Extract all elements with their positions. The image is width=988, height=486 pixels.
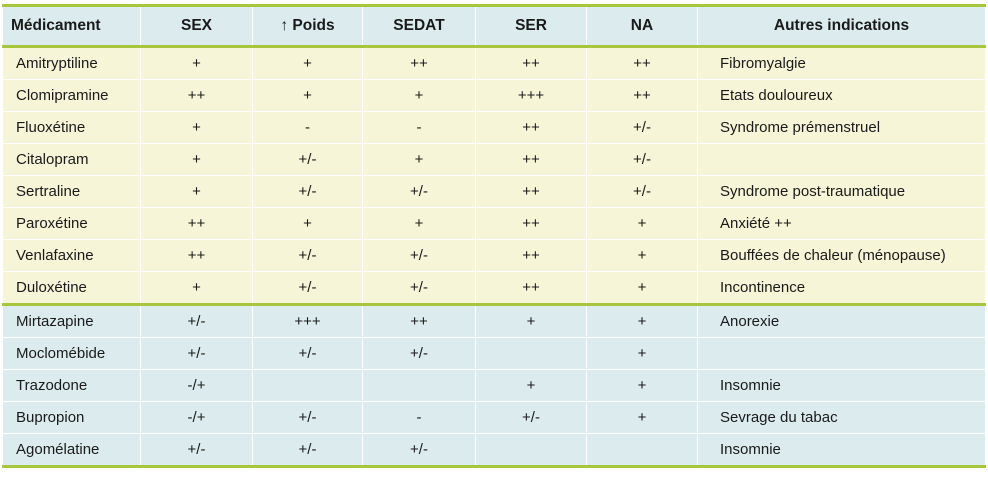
cell-poids: +/- xyxy=(253,338,363,370)
cell-autres-indications: Anorexie xyxy=(698,305,986,338)
header-autres-indications: Autres indications xyxy=(698,6,986,47)
cell-poids: +/- xyxy=(253,240,363,272)
table-body xyxy=(3,47,986,467)
cell-sedat: - xyxy=(363,402,476,434)
cell-sex: ++ xyxy=(141,80,253,112)
header-sex: SEX xyxy=(141,6,253,47)
cell-sedat: + xyxy=(363,80,476,112)
header-row xyxy=(3,6,986,47)
table-row xyxy=(3,47,986,80)
cell-sedat: +/- xyxy=(363,434,476,467)
cell-sedat: +/- xyxy=(363,176,476,208)
cell-medicament: Paroxétine xyxy=(3,208,141,240)
cell-ser: ++ xyxy=(476,240,587,272)
cell-autres-indications: Etats douloureux xyxy=(698,80,986,112)
cell-sedat: ++ xyxy=(363,305,476,338)
table-row xyxy=(3,144,986,176)
cell-sex: + xyxy=(141,176,253,208)
cell-poids: +/- xyxy=(253,176,363,208)
cell-sex: ++ xyxy=(141,240,253,272)
header-medicament: Médicament xyxy=(3,6,141,47)
table-row xyxy=(3,305,986,338)
cell-sex: + xyxy=(141,272,253,305)
table-row xyxy=(3,402,986,434)
cell-autres-indications: Insomnie xyxy=(698,434,986,467)
cell-na: +/- xyxy=(587,144,698,176)
header-na: NA xyxy=(587,6,698,47)
cell-ser xyxy=(476,338,587,370)
table-row xyxy=(3,272,986,305)
cell-poids: +++ xyxy=(253,305,363,338)
cell-autres-indications: Sevrage du tabac xyxy=(698,402,986,434)
cell-ser: +/- xyxy=(476,402,587,434)
cell-autres-indications: Anxiété ++ xyxy=(698,208,986,240)
header-ser: SER xyxy=(476,6,587,47)
cell-sex: +/- xyxy=(141,338,253,370)
cell-poids: +/- xyxy=(253,434,363,467)
cell-autres-indications: Syndrome post-traumatique xyxy=(698,176,986,208)
cell-medicament: Mirtazapine xyxy=(3,305,141,338)
cell-medicament: Moclomébide xyxy=(3,338,141,370)
cell-autres-indications: Bouffées de chaleur (ménopause) xyxy=(698,240,986,272)
cell-ser: ++ xyxy=(476,208,587,240)
cell-autres-indications xyxy=(698,144,986,176)
cell-sedat: +/- xyxy=(363,240,476,272)
cell-sex: +/- xyxy=(141,305,253,338)
cell-sedat: - xyxy=(363,112,476,144)
cell-na: +/- xyxy=(587,176,698,208)
cell-sex: + xyxy=(141,47,253,80)
cell-sex: ++ xyxy=(141,208,253,240)
cell-poids xyxy=(253,370,363,402)
cell-sedat: ++ xyxy=(363,47,476,80)
header-poids: ↑ Poids xyxy=(253,6,363,47)
cell-poids: - xyxy=(253,112,363,144)
cell-autres-indications: Insomnie xyxy=(698,370,986,402)
header-sedat: SEDAT xyxy=(363,6,476,47)
cell-na: + xyxy=(587,208,698,240)
cell-poids: + xyxy=(253,80,363,112)
cell-ser: ++ xyxy=(476,272,587,305)
table-row xyxy=(3,434,986,467)
cell-na: + xyxy=(587,305,698,338)
cell-medicament: Venlafaxine xyxy=(3,240,141,272)
cell-sedat: +/- xyxy=(363,272,476,305)
cell-poids: + xyxy=(253,47,363,80)
cell-medicament: Clomipramine xyxy=(3,80,141,112)
cell-ser: ++ xyxy=(476,144,587,176)
cell-poids: +/- xyxy=(253,402,363,434)
cell-autres-indications: Fibromyalgie xyxy=(698,47,986,80)
cell-poids: +/- xyxy=(253,144,363,176)
table-row xyxy=(3,176,986,208)
cell-medicament: Citalopram xyxy=(3,144,141,176)
cell-sedat: + xyxy=(363,144,476,176)
cell-poids: +/- xyxy=(253,272,363,305)
cell-na: ++ xyxy=(587,80,698,112)
cell-na: +/- xyxy=(587,112,698,144)
cell-medicament: Bupropion xyxy=(3,402,141,434)
cell-ser: + xyxy=(476,370,587,402)
cell-medicament: Duloxétine xyxy=(3,272,141,305)
cell-medicament: Sertraline xyxy=(3,176,141,208)
cell-autres-indications: Incontinence xyxy=(698,272,986,305)
table-row xyxy=(3,338,986,370)
cell-medicament: Fluoxétine xyxy=(3,112,141,144)
cell-ser: ++ xyxy=(476,47,587,80)
cell-na: + xyxy=(587,402,698,434)
cell-sex: + xyxy=(141,144,253,176)
cell-na: + xyxy=(587,240,698,272)
cell-na: + xyxy=(587,272,698,305)
cell-ser: ++ xyxy=(476,176,587,208)
cell-na: + xyxy=(587,370,698,402)
cell-na: + xyxy=(587,338,698,370)
cell-poids: + xyxy=(253,208,363,240)
cell-medicament: Trazodone xyxy=(3,370,141,402)
table-row xyxy=(3,80,986,112)
cell-na xyxy=(587,434,698,467)
cell-sedat: +/- xyxy=(363,338,476,370)
table-row xyxy=(3,112,986,144)
table-header xyxy=(3,6,986,47)
table-row xyxy=(3,370,986,402)
cell-medicament: Amitryptiline xyxy=(3,47,141,80)
cell-sex: -/+ xyxy=(141,402,253,434)
cell-sedat xyxy=(363,370,476,402)
cell-ser xyxy=(476,434,587,467)
cell-ser: + xyxy=(476,305,587,338)
cell-sex: -/+ xyxy=(141,370,253,402)
cell-autres-indications xyxy=(698,338,986,370)
cell-sedat: + xyxy=(363,208,476,240)
cell-sex: + xyxy=(141,112,253,144)
cell-ser: +++ xyxy=(476,80,587,112)
cell-autres-indications: Syndrome prémenstruel xyxy=(698,112,986,144)
table-row xyxy=(3,208,986,240)
cell-medicament: Agomélatine xyxy=(3,434,141,467)
antidepressant-table xyxy=(2,4,986,468)
cell-sex: +/- xyxy=(141,434,253,467)
cell-na: ++ xyxy=(587,47,698,80)
cell-ser: ++ xyxy=(476,112,587,144)
table-row xyxy=(3,240,986,272)
